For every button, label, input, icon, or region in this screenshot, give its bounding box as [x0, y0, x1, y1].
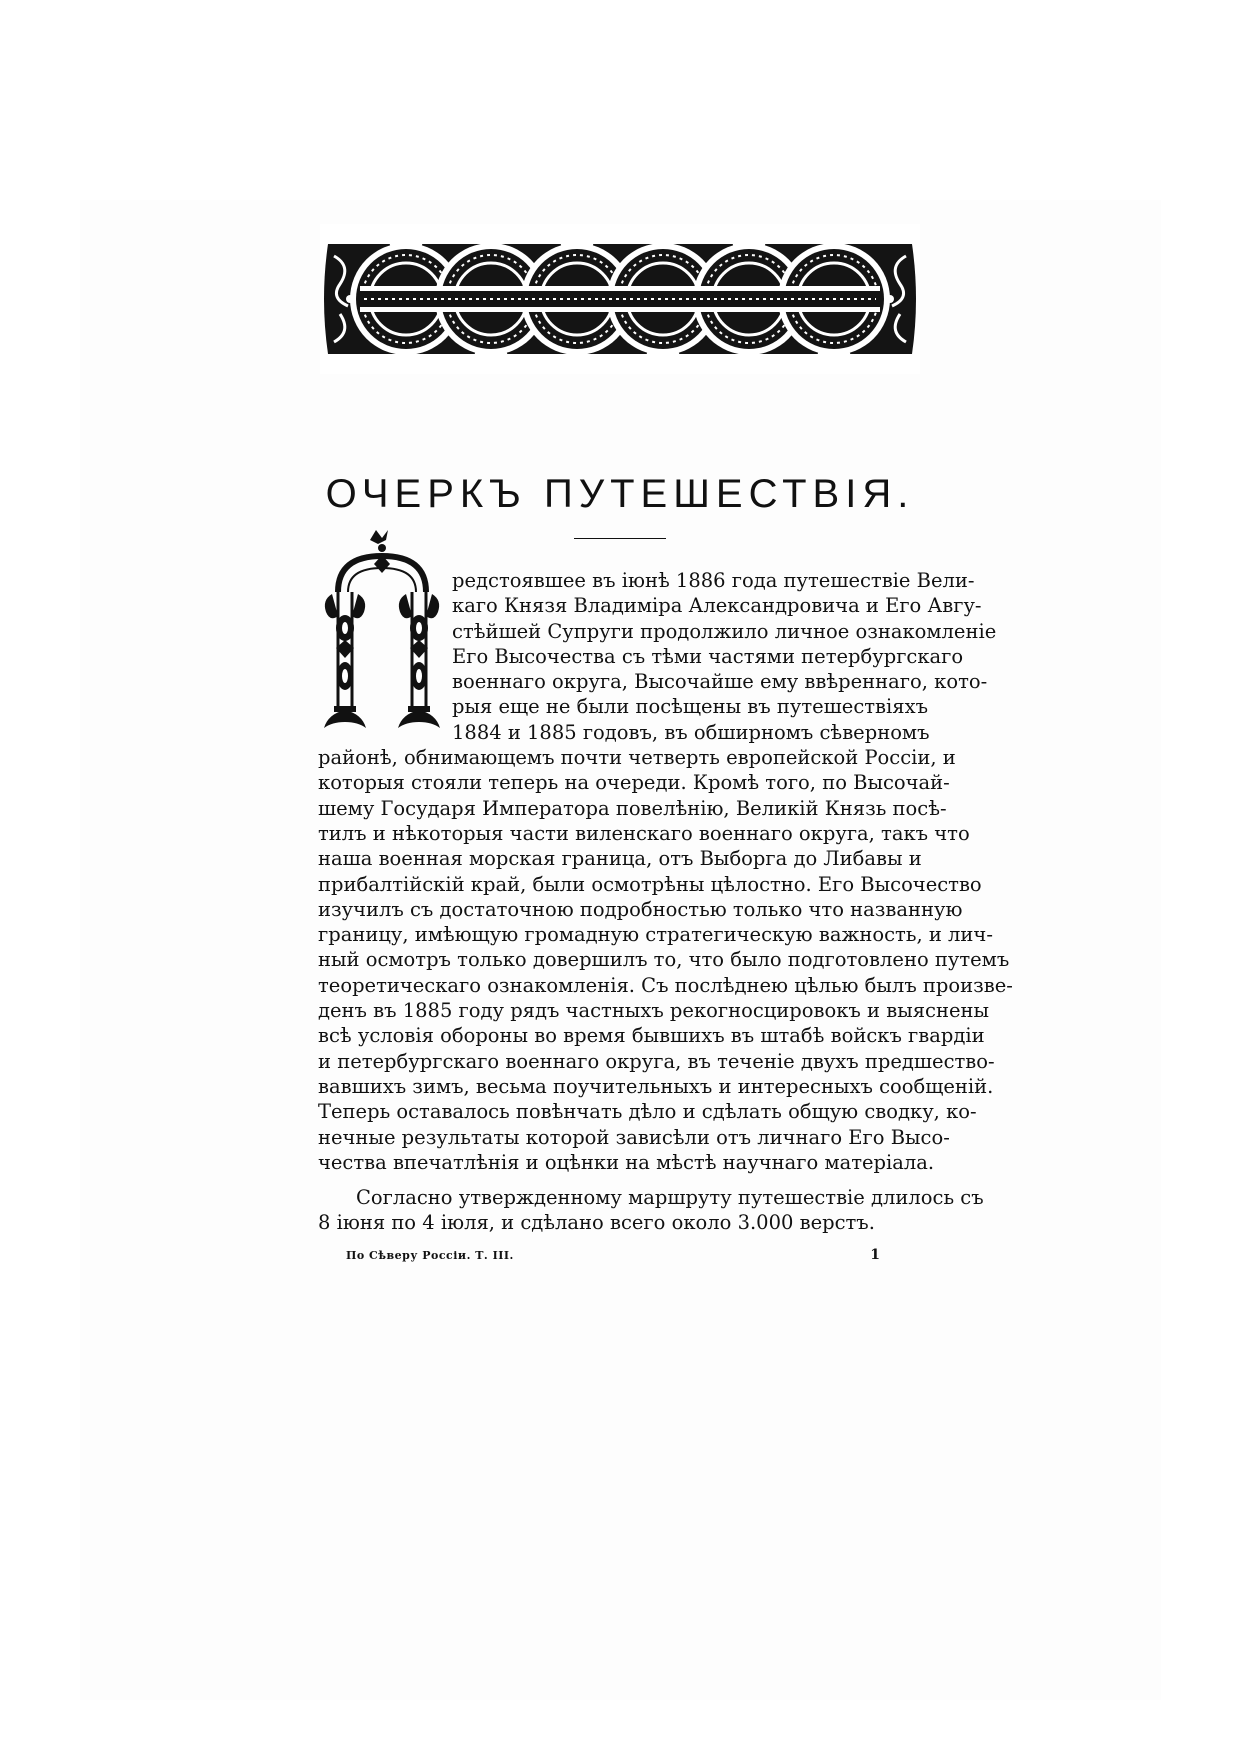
text-line: денъ въ 1885 году рядъ частныхъ рекогносцировокъ и выяснены	[318, 999, 989, 1023]
text-line: каго Князя Владиміра Александровича и Его Авгу-	[452, 594, 982, 618]
text-line: ный осмотръ только довершилъ то, что было подготовлено путемъ	[318, 948, 1010, 972]
interlaced-rings-headpiece	[320, 224, 920, 374]
page-number: 1	[870, 1247, 880, 1263]
page-title: ОЧЕРКЪ ПУТЕШЕСТВІЯ.	[325, 472, 915, 516]
text-line: которыя стояли теперь на очереди. Кромѣ того, по Высочай-	[318, 771, 950, 795]
text-line: военнаго округа, Высочайше ему ввѣреннаго, кото-	[452, 670, 988, 694]
text-line: тилъ и нѣкоторыя части виленскаго военнаго округа, такъ что	[318, 821, 970, 845]
body-text	[318, 568, 1013, 1236]
text-line: Его Высочества съ тѣми частями петербургскаго	[452, 644, 964, 668]
text-line: 8 іюня по 4 іюля, и сдѣлано всего около 3.000 верстъ.	[318, 1211, 875, 1235]
text-line: шему Государя Императора повелѣнію, Великій Князь посѣ-	[318, 796, 947, 820]
text-line: границу, имѣющую громадную стратегическую важность, и лич-	[318, 923, 993, 947]
page-footer	[318, 1249, 920, 1269]
paragraph-1	[318, 568, 1013, 1175]
text-line: наша военная морская граница, отъ Выборга до Либавы и	[318, 847, 922, 871]
text-line: Согласно утвержденному маршруту путешествіе длилось съ	[356, 1186, 984, 1210]
text-line: вавшихъ зимъ, весьма поучительныхъ и интересныхъ сообщеній.	[318, 1074, 994, 1098]
text-line: 1884 и 1885 годовъ, въ обширномъ сѣверномъ	[452, 720, 930, 744]
text-line: всѣ условія обороны во время бывшихъ въ штабѣ войскъ гвардіи	[318, 1024, 985, 1048]
text-line: чества впечатлѣнія и оцѣнки на мѣстѣ научнаго матеріала.	[318, 1150, 935, 1174]
text-line: рыя еще не были посѣщены въ путешествіяхъ	[452, 695, 928, 719]
text-line: теоретическаго ознакомленія. Съ послѣднею цѣлью былъ произве-	[318, 973, 1013, 997]
paragraph-2	[318, 1185, 984, 1236]
signature-mark: По Сѣверу Россіи. Т. III.	[346, 1249, 514, 1262]
text-line: редстоявшее въ іюнѣ 1886 года путешествіе Вели-	[452, 569, 975, 592]
text-line: прибалтійскій край, были осмотрѣны цѣлостно. Его Высочество	[318, 872, 982, 896]
title-divider	[574, 538, 666, 539]
text-line: районѣ, обнимающемъ почти четверть европейской Россіи, и	[318, 746, 956, 770]
text-line: изучилъ съ достаточною подробностью только что названную	[318, 897, 963, 921]
text-line: Теперь оставалось повѣнчать дѣло и сдѣлать общую сводку, ко-	[318, 1100, 977, 1124]
text-line: и петербургскаго военнаго округа, въ теченіе двухъ предшество-	[318, 1049, 995, 1073]
text-line: стѣйшей Супруги продолжило личное ознакомленіе	[452, 619, 997, 643]
text-line: нечные результаты которой зависѣли отъ личнаго Его Высо-	[318, 1125, 950, 1149]
